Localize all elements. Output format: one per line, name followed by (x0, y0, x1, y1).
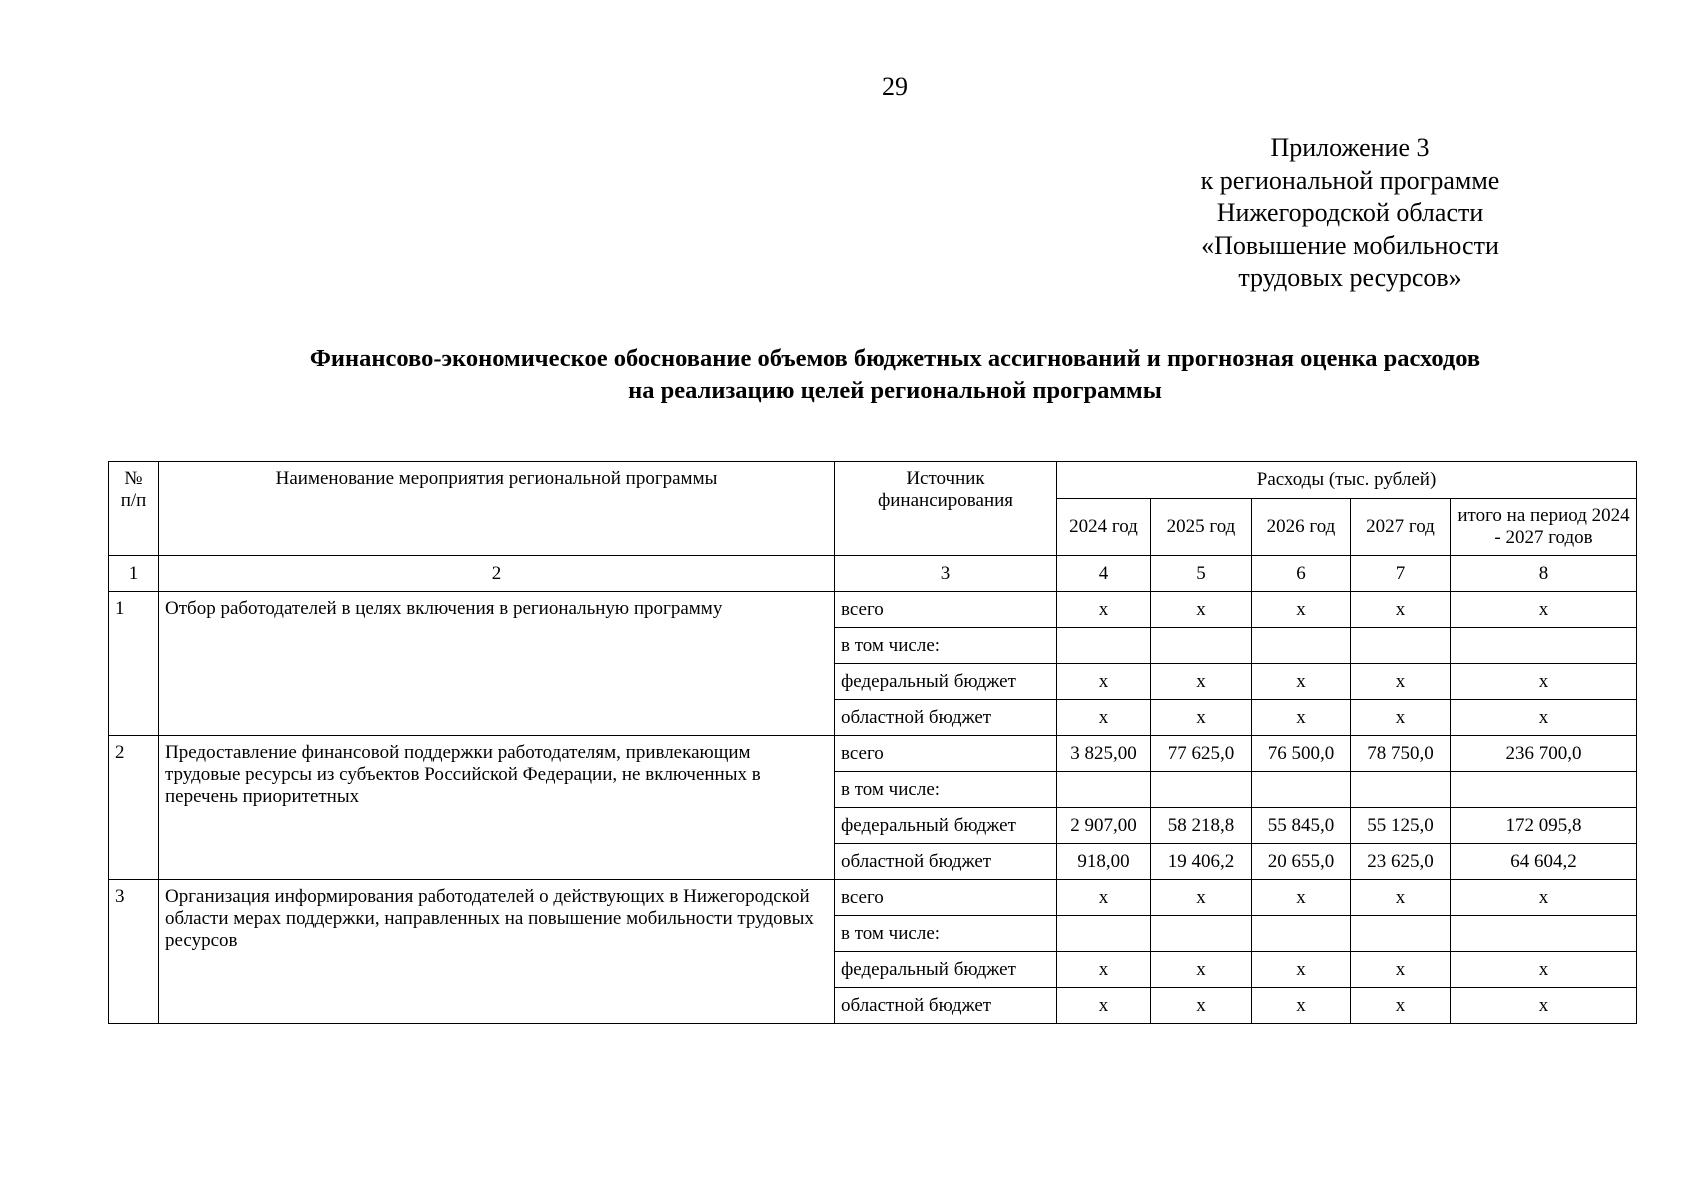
page-number: 29 (882, 72, 908, 101)
title-line: на реализацию целей региональной программы (628, 377, 1162, 404)
funding-source: федеральный бюджет (835, 808, 1057, 844)
expense-value: x (1057, 952, 1151, 988)
item-name: Предоставление финансовой поддержки работодателям, привлекающим трудовые ресурсы из субъектов Российской Федерации, не включенных в перечень приоритетных (159, 736, 835, 880)
expense-value: 20 655,0 (1252, 844, 1351, 880)
expense-value (1351, 628, 1451, 664)
expense-value: 172 095,8 (1451, 808, 1637, 844)
column-number: 2 (159, 556, 835, 592)
expense-value (1451, 772, 1637, 808)
funding-source: всего (835, 592, 1057, 628)
title-line: Финансово-экономическое обоснование объемов бюджетных ассигнований и прогнозная оценка расходов (309, 345, 1481, 372)
expense-value: x (1451, 988, 1637, 1024)
expense-value (1252, 916, 1351, 952)
appendix-line: Нижегородской области (1216, 198, 1484, 227)
expense-value: x (1151, 952, 1252, 988)
column-number: 7 (1351, 556, 1451, 592)
expense-value: 19 406,2 (1151, 844, 1252, 880)
column-number: 6 (1252, 556, 1351, 592)
expense-value: x (1351, 880, 1451, 916)
column-number: 1 (109, 556, 159, 592)
expense-value: x (1151, 592, 1252, 628)
header-source: Источник финансирования (835, 462, 1057, 556)
expense-value: x (1252, 952, 1351, 988)
funding-source: областной бюджет (835, 844, 1057, 880)
funding-source: всего (835, 736, 1057, 772)
column-number: 3 (835, 556, 1057, 592)
expense-value: 55 125,0 (1351, 808, 1451, 844)
expense-value: 55 845,0 (1252, 808, 1351, 844)
expense-value (1057, 628, 1151, 664)
expense-value (1451, 916, 1637, 952)
expense-value: x (1151, 700, 1252, 736)
expense-value: 236 700,0 (1451, 736, 1637, 772)
appendix-line: Приложение 3 (1270, 133, 1430, 162)
table-row (109, 592, 1637, 628)
expense-value: x (1057, 700, 1151, 736)
expense-value: x (1252, 592, 1351, 628)
expense-value: 23 625,0 (1351, 844, 1451, 880)
column-number: 8 (1451, 556, 1637, 592)
header-num: № п/п (109, 462, 159, 556)
expense-value (1351, 916, 1451, 952)
expense-value: x (1351, 988, 1451, 1024)
item-number: 2 (109, 736, 159, 880)
expense-value (1252, 772, 1351, 808)
funding-source: в том числе: (835, 772, 1057, 808)
financing-table (108, 461, 1637, 1024)
funding-source: в том числе: (835, 628, 1057, 664)
expense-value: 64 604,2 (1451, 844, 1637, 880)
expense-value: 2 907,00 (1057, 808, 1151, 844)
funding-source: областной бюджет (835, 988, 1057, 1024)
expense-value: x (1351, 700, 1451, 736)
expense-value (1057, 916, 1151, 952)
expense-value: x (1252, 664, 1351, 700)
expense-value: 58 218,8 (1151, 808, 1252, 844)
header-year-2025: 2025 год (1151, 499, 1252, 556)
header-name: Наименование мероприятия региональной программы (159, 462, 835, 556)
item-number: 1 (109, 592, 159, 736)
expense-value: x (1252, 988, 1351, 1024)
expense-value: x (1151, 880, 1252, 916)
expense-value: x (1057, 592, 1151, 628)
expense-value: x (1451, 880, 1637, 916)
expense-value (1151, 772, 1252, 808)
expense-value (1151, 628, 1252, 664)
funding-source: федеральный бюджет (835, 664, 1057, 700)
expense-value (1351, 772, 1451, 808)
expense-value: 77 625,0 (1151, 736, 1252, 772)
expense-value (1252, 628, 1351, 664)
appendix-line: трудовых ресурсов» (1238, 263, 1462, 292)
expense-value: x (1351, 952, 1451, 988)
column-number: 4 (1057, 556, 1151, 592)
table-row (109, 736, 1637, 772)
expense-value: x (1057, 880, 1151, 916)
expense-value: x (1151, 988, 1252, 1024)
expense-value: 78 750,0 (1351, 736, 1451, 772)
expense-value: x (1057, 988, 1151, 1024)
funding-source: федеральный бюджет (835, 952, 1057, 988)
item-number: 3 (109, 880, 159, 1024)
appendix-line: к региональной программе (1200, 165, 1500, 195)
funding-source: всего (835, 880, 1057, 916)
header-year-2027: 2027 год (1351, 499, 1451, 556)
expense-value: 3 825,00 (1057, 736, 1151, 772)
appendix-block (1170, 132, 1530, 295)
expense-value: 76 500,0 (1252, 736, 1351, 772)
header-total: итого на период 2024 - 2027 годов (1451, 499, 1637, 556)
table-row (109, 880, 1637, 916)
item-name: Отбор работодателей в целях включения в региональную программу (159, 592, 835, 736)
expense-value: x (1451, 700, 1637, 736)
expense-value: x (1451, 952, 1637, 988)
expense-value: x (1252, 880, 1351, 916)
expense-value: x (1351, 592, 1451, 628)
header-expenses: Расходы (тыс. рублей) (1057, 462, 1637, 499)
header-year-2024: 2024 год (1057, 499, 1151, 556)
column-number: 5 (1151, 556, 1252, 592)
expense-value: x (1351, 664, 1451, 700)
expense-value: x (1151, 664, 1252, 700)
appendix-line: «Повышение мобильности (1201, 230, 1499, 260)
funding-source: областной бюджет (835, 700, 1057, 736)
funding-source: в том числе: (835, 916, 1057, 952)
expense-value: 918,00 (1057, 844, 1151, 880)
expense-value (1057, 772, 1151, 808)
expense-value (1151, 916, 1252, 952)
expense-value: x (1451, 592, 1637, 628)
header-year-2026: 2026 год (1252, 499, 1351, 556)
expense-value: x (1451, 664, 1637, 700)
expense-value: x (1252, 700, 1351, 736)
item-name: Организация информирования работодателей о действующих в Нижегородской области мерах поддержки, направленных на повышение мобильности трудовых ресурсов (159, 880, 835, 1024)
expense-value: x (1057, 664, 1151, 700)
document-title (100, 343, 1690, 407)
expense-value (1451, 628, 1637, 664)
